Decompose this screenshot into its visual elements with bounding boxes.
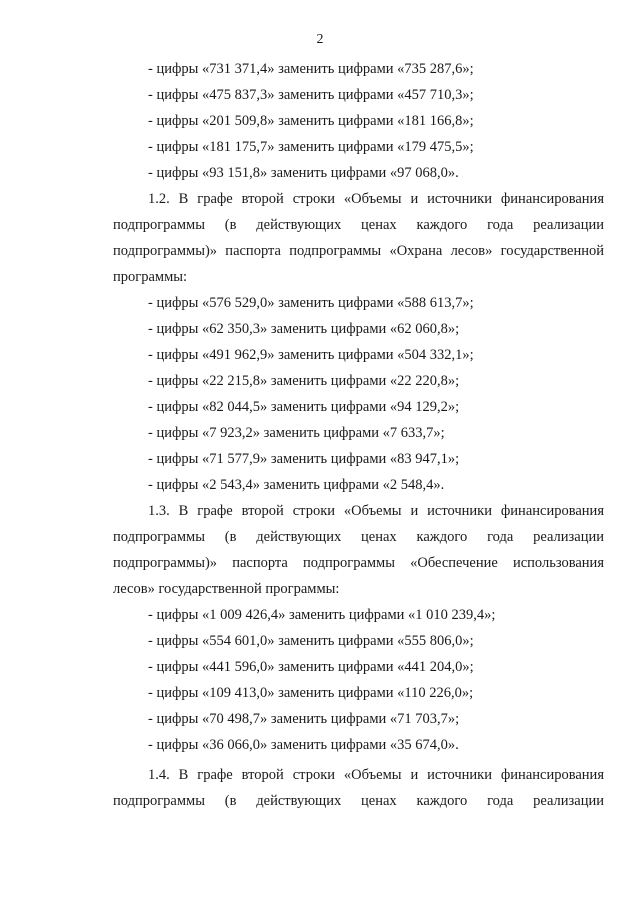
paragraph-line: лесов» государственной программы:	[113, 581, 340, 597]
paragraph-line: 1.2. В графе второй строки «Объемы и источники финансирования	[148, 191, 604, 207]
list-item: - цифры «82 044,5» заменить цифрами «94 129,2»;	[148, 399, 460, 415]
list-item: - цифры «576 529,0» заменить цифрами «588 613,7»;	[148, 295, 474, 311]
list-item: - цифры «554 601,0» заменить цифрами «555 806,0»;	[148, 633, 474, 649]
list-item: - цифры «7 923,2» заменить цифрами «7 633,7»;	[148, 425, 445, 441]
paragraph-line: подпрограммы (в действующих ценах каждого года реализации	[113, 529, 604, 545]
list-item: - цифры «71 577,9» заменить цифрами «83 947,1»;	[148, 451, 460, 467]
list-item: - цифры «1 009 426,4» заменить цифрами «1 010 239,4»;	[148, 607, 496, 623]
paragraph-line: программы:	[113, 269, 188, 285]
list-item: - цифры «731 371,4» заменить цифрами «735 287,6»;	[148, 61, 474, 77]
list-item: - цифры «475 837,3» заменить цифрами «457 710,3»;	[148, 87, 474, 103]
list-item: - цифры «62 350,3» заменить цифрами «62 060,8»;	[148, 321, 460, 337]
page-number: 2	[316, 32, 324, 47]
list-item: - цифры «441 596,0» заменить цифрами «441 204,0»;	[148, 659, 474, 675]
list-item: - цифры «201 509,8» заменить цифрами «181 166,8»;	[148, 113, 474, 129]
paragraph-line: подпрограммы)» паспорта подпрограммы «Обеспечение использования	[113, 555, 604, 571]
list-item: - цифры «22 215,8» заменить цифрами «22 220,8»;	[148, 373, 460, 389]
paragraph-line: подпрограммы)» паспорта подпрограммы «Охрана лесов» государственной	[113, 243, 604, 259]
paragraph-line: подпрограммы (в действующих ценах каждого года реализации	[113, 793, 604, 809]
list-item: - цифры «70 498,7» заменить цифрами «71 703,7»;	[148, 711, 460, 727]
paragraph-line: 1.4. В графе второй строки «Объемы и источники финансирования	[148, 767, 604, 783]
list-item: - цифры «2 543,4» заменить цифрами «2 548,4».	[148, 477, 445, 493]
paragraph-line: 1.3. В графе второй строки «Объемы и источники финансирования	[148, 503, 604, 519]
list-item: - цифры «36 066,0» заменить цифрами «35 674,0».	[148, 737, 459, 753]
list-item: - цифры «93 151,8» заменить цифрами «97 068,0».	[148, 165, 459, 181]
paragraph-line: подпрограммы (в действующих ценах каждого года реализации	[113, 217, 604, 233]
list-item: - цифры «491 962,9» заменить цифрами «504 332,1»;	[148, 347, 474, 363]
list-item: - цифры «109 413,0» заменить цифрами «110 226,0»;	[148, 685, 474, 701]
list-item: - цифры «181 175,7» заменить цифрами «179 475,5»;	[148, 139, 474, 155]
